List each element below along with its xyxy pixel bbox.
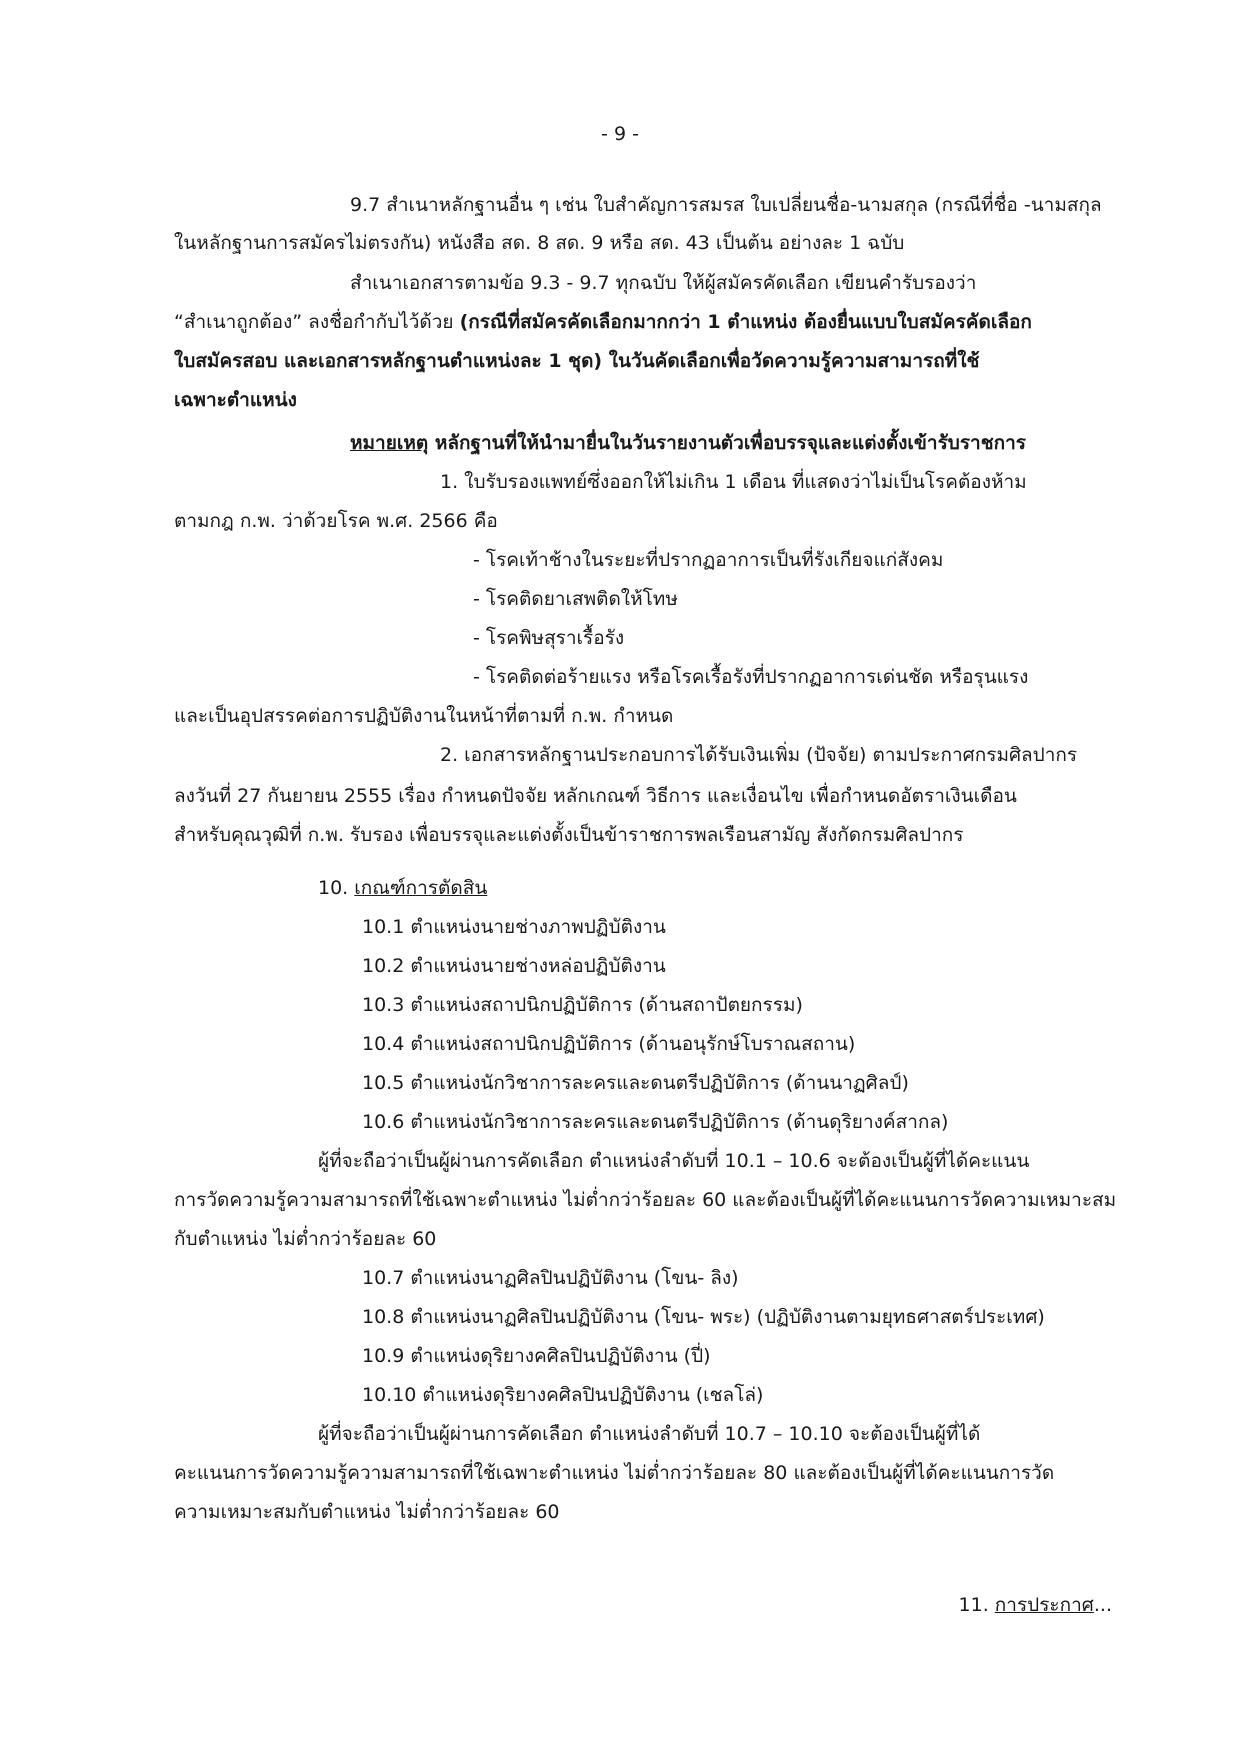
disease-item: - โรคพิษสุราเรื้อรัง	[473, 627, 625, 649]
note-1-line-1: 1. ใบรับรองแพทย์ซึ่งออกให้ไม่เกิน 1 เดือน ที่แสดงว่าไม่เป็นโรคต้องห้าม	[440, 471, 1027, 493]
item-9-7-line-1: 9.7 สำเนาหลักฐานอื่น ๆ เช่น ใบสำคัญการสมรส ใบเปลี่ยนชื่อ-นามสกุล (กรณีที่ชื่อ -นามสกุล	[350, 194, 1102, 216]
position-item: 10.7 ตำแหน่งนาฏศิลปินปฏิบัติงาน (โขน- ลิง)	[362, 1267, 739, 1289]
disease-continuation: และเป็นอุปสรรคต่อการปฏิบัติงานในหน้าที่ตามที่ ก.พ. กำหนด	[174, 705, 674, 727]
note-text: หลักฐานที่ให้นำมายื่นในวันรายงานตัวเพื่อบรรจุและแต่งตั้งเข้ารับราชการ	[428, 432, 1026, 454]
position-item: 10.8 ตำแหน่งนาฏศิลปินปฏิบัติงาน (โขน- พระ) (ปฏิบัติงานตามยุทธศาสตร์ประเทศ)	[362, 1306, 1045, 1328]
note-2-line-1: 2. เอกสารหลักฐานประกอบการได้รับเงินเพิ่ม (ปัจจัย) ตามประกาศกรมศิลปากร	[440, 744, 1078, 766]
copy-certify-normal: “สำเนาถูกต้อง” ลงชื่อกำกับไว้ด้วย	[174, 311, 460, 333]
next-section-continuation	[959, 1592, 1112, 1618]
disease-item: - โรคติดยาเสพติดให้โทษ	[473, 588, 678, 610]
note-1-line-2: ตามกฎ ก.พ. ว่าด้วยโรค พ.ศ. 2566 คือ	[174, 510, 498, 532]
copy-certify-line-2	[174, 309, 1032, 335]
next-section-number: 11.	[958, 1594, 995, 1616]
copy-certify-line-3: ใบสมัครสอบ และเอกสารหลักฐานตำแหน่งละ 1 ชุด) ในวันคัดเลือกเพื่อวัดความรู้ความสามารถที่ใช้	[174, 350, 980, 372]
copy-certify-line-4: เฉพาะตำแหน่ง	[174, 389, 297, 411]
position-item: 10.9 ตำแหน่งดุริยางคศิลปินปฏิบัติงาน (ปี่)	[362, 1345, 711, 1367]
item-9-7-line-2: ในหลักฐานการสมัครไม่ตรงกัน) หนังสือ สด. 8 สด. 9 หรือ สด. 43 เป็นต้น อย่างละ 1 ฉบับ	[174, 232, 905, 254]
section-10-heading	[318, 875, 487, 901]
position-item: 10.6 ตำแหน่งนักวิชาการละครและดนตรีปฏิบัติการ (ด้านดุริยางค์สากล)	[362, 1111, 949, 1133]
next-section-ellipsis: ...	[1093, 1594, 1112, 1616]
disease-item: - โรคเท้าช้างในระยะที่ปรากฏอาการเป็นที่รังเกียจแก่สังคม	[473, 549, 944, 571]
note-2-line-3: สำหรับคุณวุฒิที่ ก.พ. รับรอง เพื่อบรรจุและแต่งตั้งเป็นข้าราชการพลเรือนสามัญ สังกัดกรมศิลปากร	[174, 824, 964, 846]
next-section-title: การประกาศ	[994, 1594, 1094, 1616]
note-2-line-2: ลงวันที่ 27 กันยายน 2555 เรื่อง กำหนดปัจจัย หลักเกณฑ์ วิธีการ และเงื่อนไข เพื่อกำหนดอัตราเงินเดือน	[174, 785, 1017, 807]
page-number: - 9 -	[601, 123, 639, 145]
position-item: 10.10 ตำแหน่งดุริยางคศิลปินปฏิบัติงาน (เชลโล่)	[362, 1384, 764, 1406]
disease-item: - โรคติดต่อร้ายแรง หรือโรคเรื้อรังที่ปรากฏอาการเด่นชัด หรือรุนแรง	[473, 666, 1029, 688]
copy-certify-line-1: สำเนาเอกสารตามข้อ 9.3 - 9.7 ทุกฉบับ ให้ผู้สมัครคัดเลือก เขียนคำรับรองว่า	[350, 272, 977, 294]
position-item: 10.5 ตำแหน่งนักวิชาการละครและดนตรีปฏิบัติการ (ด้านนาฏศิลป์)	[362, 1072, 909, 1094]
criteria-b-line-2: คะแนนการวัดความรู้ความสามารถที่ใช้เฉพาะตำแหน่ง ไม่ต่ำกว่าร้อยละ 80 และต้องเป็นผู้ที่ได้คะแนนการวัด	[174, 1462, 1055, 1484]
note-heading	[350, 430, 1026, 456]
position-item: 10.4 ตำแหน่งสถาปนิกปฏิบัติการ (ด้านอนุรักษ์โบราณสถาน)	[362, 1033, 856, 1055]
criteria-b-line-3: ความเหมาะสมกับตำแหน่ง ไม่ต่ำกว่าร้อยละ 60	[174, 1501, 560, 1523]
section-10-title: เกณฑ์การตัดสิน	[354, 877, 488, 899]
criteria-a-line-1: ผู้ที่จะถือว่าเป็นผู้ผ่านการคัดเลือก ตำแหน่งลำดับที่ 10.1 – 10.6 จะต้องเป็นผู้ที่ได้คะแนน	[318, 1150, 1030, 1172]
criteria-a-line-2: การวัดความรู้ความสามารถที่ใช้เฉพาะตำแหน่ง ไม่ต่ำกว่าร้อยละ 60 และต้องเป็นผู้ที่ได้คะแนนการวัดความเหมาะสม	[174, 1189, 1117, 1211]
position-item: 10.1 ตำแหน่งนายช่างภาพปฏิบัติงาน	[362, 916, 666, 938]
position-item: 10.3 ตำแหน่งสถาปนิกปฏิบัติการ (ด้านสถาปัตยกรรม)	[362, 994, 803, 1016]
criteria-b-line-1: ผู้ที่จะถือว่าเป็นผู้ผ่านการคัดเลือก ตำแหน่งลำดับที่ 10.7 – 10.10 จะต้องเป็นผู้ที่ได้	[318, 1423, 981, 1445]
criteria-a-line-3: กับตำแหน่ง ไม่ต่ำกว่าร้อยละ 60	[174, 1228, 437, 1250]
note-label: หมายเหตุ	[350, 432, 429, 454]
position-item: 10.2 ตำแหน่งนายช่างหล่อปฏิบัติงาน	[362, 955, 666, 977]
copy-certify-bold: (กรณีที่สมัครคัดเลือกมากกว่า 1 ตำแหน่ง ต้องยื่นแบบใบสมัครคัดเลือก	[459, 311, 1032, 333]
section-10-number: 10.	[318, 877, 355, 899]
